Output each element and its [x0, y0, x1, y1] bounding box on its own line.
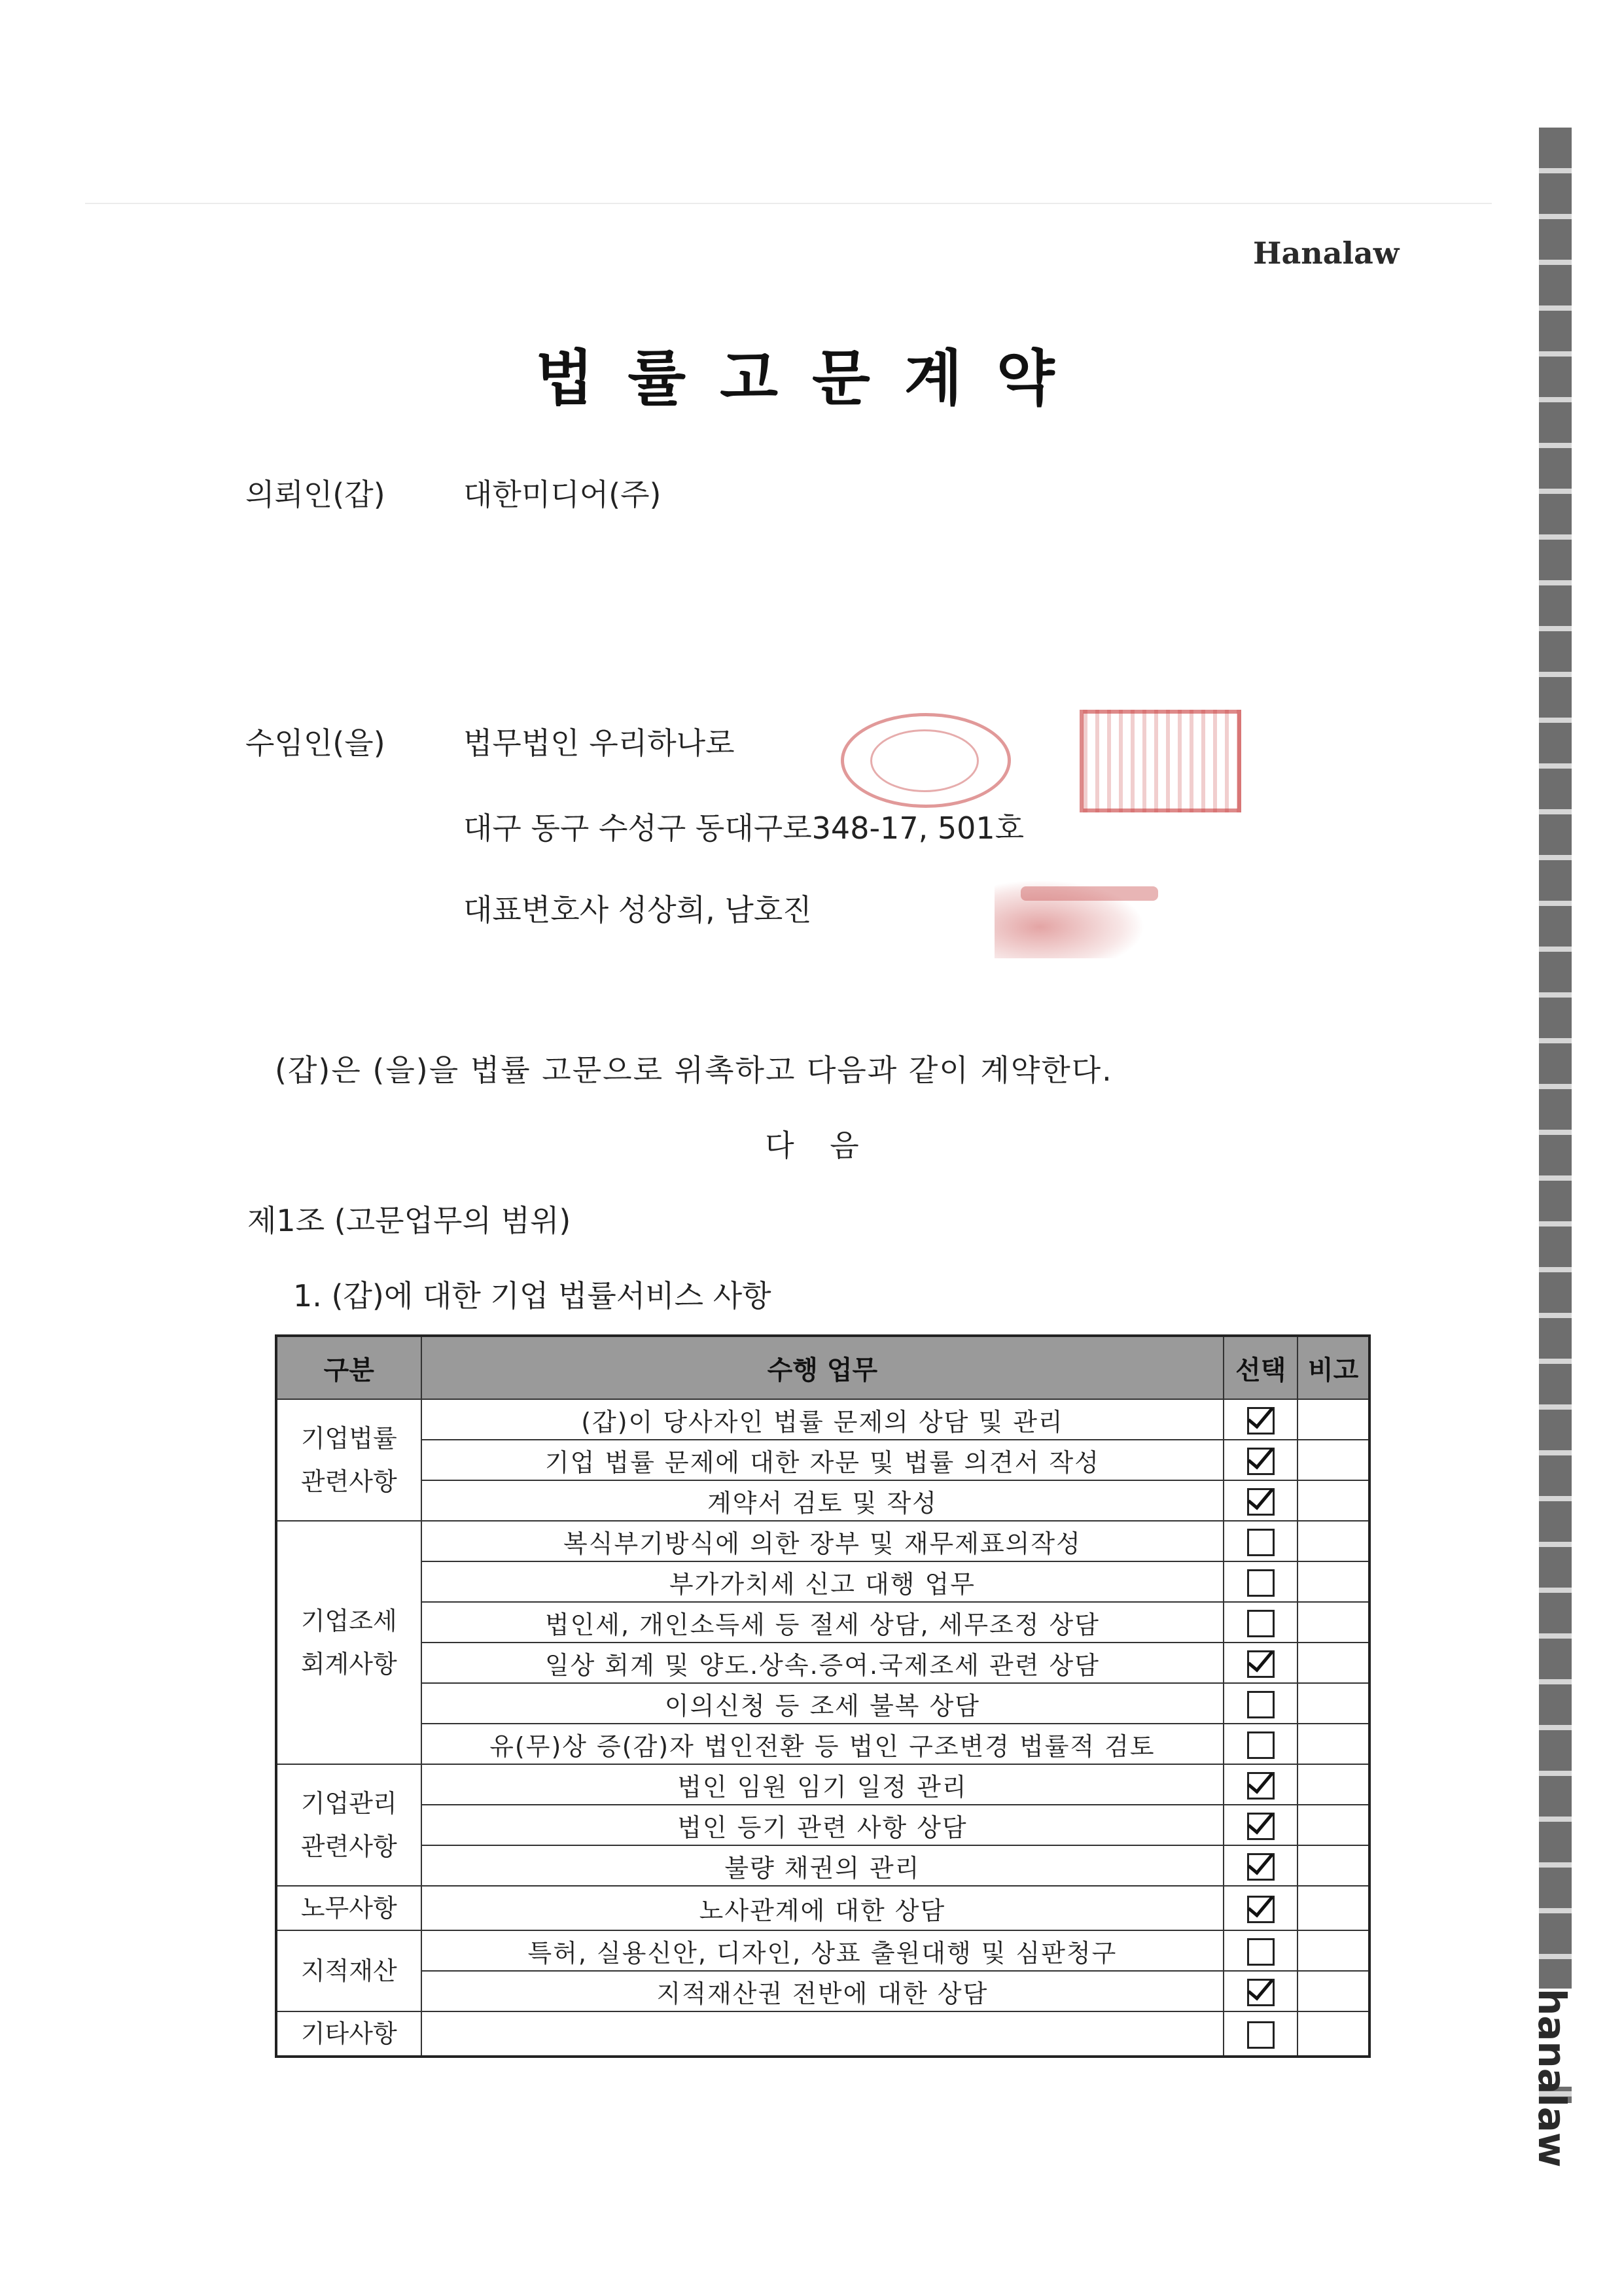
table-row: [276, 1764, 1369, 1805]
table-row: [276, 1561, 1369, 1602]
square-seal-stamp: [1080, 710, 1241, 812]
note-cell: [1297, 1440, 1369, 1480]
select-cell: [1224, 1764, 1297, 1805]
table-row: [276, 1480, 1369, 1521]
select-cell: [1224, 1602, 1297, 1643]
category-cell: 기타사항: [276, 2011, 421, 2057]
note-cell: [1297, 1886, 1369, 1930]
table-row: [276, 1643, 1369, 1683]
table-row: [276, 1845, 1369, 1886]
agent-representative: 대표변호사 성상희, 남호진: [463, 892, 812, 928]
table-row: [276, 1440, 1369, 1480]
checked-checkbox-icon[interactable]: [1247, 1853, 1275, 1881]
select-cell: [1224, 1480, 1297, 1521]
note-cell: [1297, 1521, 1369, 1561]
task-cell: 법인 임원 임기 일정 관리: [421, 1764, 1224, 1805]
task-cell: 불량 채권의 관리: [421, 1845, 1224, 1886]
note-cell: [1297, 1643, 1369, 1683]
select-cell: [1224, 1971, 1297, 2011]
checked-checkbox-icon[interactable]: [1247, 1896, 1275, 1923]
note-cell: [1297, 1845, 1369, 1886]
client-name: 대한미디어(주): [463, 477, 662, 512]
round-seal-stamp: [841, 713, 1011, 808]
document-title: 법률고문계약: [535, 343, 1089, 413]
signature-seal-stamp: [995, 880, 1145, 958]
select-cell: [1224, 1930, 1297, 1971]
table-row: [276, 1971, 1369, 2011]
select-cell: [1224, 1561, 1297, 1602]
select-cell: [1224, 1399, 1297, 1440]
note-cell: [1297, 1602, 1369, 1643]
select-cell: [1224, 1805, 1297, 1845]
table-row: [276, 1399, 1369, 1440]
agent-label: 수임인(을): [245, 725, 385, 761]
category-cell: 지적재산: [276, 1930, 421, 2011]
note-cell: [1297, 2011, 1369, 2057]
following-heading: 다 음: [765, 1128, 859, 1163]
task-cell: 부가가치세 신고 대행 업무: [421, 1561, 1224, 1602]
checked-checkbox-icon[interactable]: [1247, 1772, 1275, 1800]
header-select: 선택: [1224, 1336, 1297, 1399]
task-cell: 이의신청 등 조세 불복 상담: [421, 1683, 1224, 1724]
checked-checkbox-icon[interactable]: [1247, 1650, 1275, 1678]
select-cell: [1224, 1845, 1297, 1886]
checked-checkbox-icon[interactable]: [1247, 1979, 1275, 2006]
unchecked-checkbox-icon[interactable]: [1247, 1569, 1275, 1597]
agent-address: 대구 동구 수성구 동대구로348-17, 501호: [463, 810, 1025, 846]
brand-logo: Hanalaw: [1253, 235, 1400, 271]
table-row: [276, 1805, 1369, 1845]
select-cell: [1224, 1886, 1297, 1930]
note-cell: [1297, 1480, 1369, 1521]
header-category: 구분: [276, 1336, 421, 1399]
note-cell: [1297, 1399, 1369, 1440]
article1-item1: 1. (갑)에 대한 기업 법률서비스 사항: [293, 1278, 771, 1313]
select-cell: [1224, 2011, 1297, 2057]
category-cell: 기업관리 관련사항: [276, 1764, 421, 1886]
client-label: 의뢰인(갑): [245, 477, 385, 512]
select-cell: [1224, 1440, 1297, 1480]
task-cell: 기업 법률 문제에 대한 자문 및 법률 의견서 작성: [421, 1440, 1224, 1480]
category-cell: 기업조세 회계사항: [276, 1521, 421, 1764]
task-cell: 지적재산권 전반에 대한 상담: [421, 1971, 1224, 2011]
task-cell: 특허, 실용신안, 디자인, 상표 출원대행 및 심판청구: [421, 1930, 1224, 1971]
note-cell: [1297, 1561, 1369, 1602]
task-cell: 노사관계에 대한 상담: [421, 1886, 1224, 1930]
scan-top-line: [85, 203, 1492, 204]
select-cell: [1224, 1724, 1297, 1764]
checked-checkbox-icon[interactable]: [1247, 1813, 1275, 1840]
header-note: 비고: [1297, 1336, 1369, 1399]
unchecked-checkbox-icon[interactable]: [1247, 2021, 1275, 2049]
task-cell: [421, 2011, 1224, 2057]
table-row: [276, 1602, 1369, 1643]
checked-checkbox-icon[interactable]: [1247, 1448, 1275, 1475]
note-cell: [1297, 1971, 1369, 2011]
unchecked-checkbox-icon[interactable]: [1247, 1938, 1275, 1966]
strip-brand-text: hanalaw: [1530, 1989, 1574, 2168]
table-header-row: [276, 1336, 1369, 1399]
checked-checkbox-icon[interactable]: [1247, 1488, 1275, 1516]
unchecked-checkbox-icon[interactable]: [1247, 1691, 1275, 1718]
note-cell: [1297, 1683, 1369, 1724]
note-cell: [1297, 1930, 1369, 1971]
intro-text: (갑)은 (을)을 법률 고문으로 위촉하고 다음과 같이 계약한다.: [275, 1052, 1113, 1088]
header-task: 수행 업무: [421, 1336, 1224, 1399]
task-cell: 법인세, 개인소득세 등 절세 상담, 세무조정 상담: [421, 1602, 1224, 1643]
service-table: [275, 1334, 1371, 2058]
note-cell: [1297, 1724, 1369, 1764]
category-cell: 노무사항: [276, 1886, 421, 1930]
task-cell: 일상 회계 및 양도.상속.증여.국제조세 관련 상담: [421, 1643, 1224, 1683]
agent-name: 법무법인 우리하나로: [463, 725, 735, 761]
table-row: [276, 1683, 1369, 1724]
task-cell: (갑)이 당사자인 법률 문제의 상담 및 관리: [421, 1399, 1224, 1440]
table-row: [276, 1724, 1369, 1764]
task-cell: 복식부기방식에 의한 장부 및 재무제표의작성: [421, 1521, 1224, 1561]
table-row: [276, 2011, 1369, 2057]
binding-strip: [1539, 128, 1572, 2103]
note-cell: [1297, 1805, 1369, 1845]
task-cell: 계약서 검토 및 작성: [421, 1480, 1224, 1521]
note-cell: [1297, 1764, 1369, 1805]
table-row: [276, 1521, 1369, 1561]
checked-checkbox-icon[interactable]: [1247, 1407, 1275, 1435]
select-cell: [1224, 1643, 1297, 1683]
unchecked-checkbox-icon[interactable]: [1247, 1731, 1275, 1759]
category-cell: 기업법률 관련사항: [276, 1399, 421, 1521]
unchecked-checkbox-icon[interactable]: [1247, 1529, 1275, 1556]
task-cell: 유(무)상 증(감)자 법인전환 등 법인 구조변경 법률적 검토: [421, 1724, 1224, 1764]
unchecked-checkbox-icon[interactable]: [1247, 1610, 1275, 1637]
table-row: [276, 1930, 1369, 1971]
table-row: [276, 1886, 1369, 1930]
select-cell: [1224, 1683, 1297, 1724]
article1-heading: 제1조 (고문업무의 범위): [247, 1203, 571, 1238]
select-cell: [1224, 1521, 1297, 1561]
task-cell: 법인 등기 관련 사항 상담: [421, 1805, 1224, 1845]
